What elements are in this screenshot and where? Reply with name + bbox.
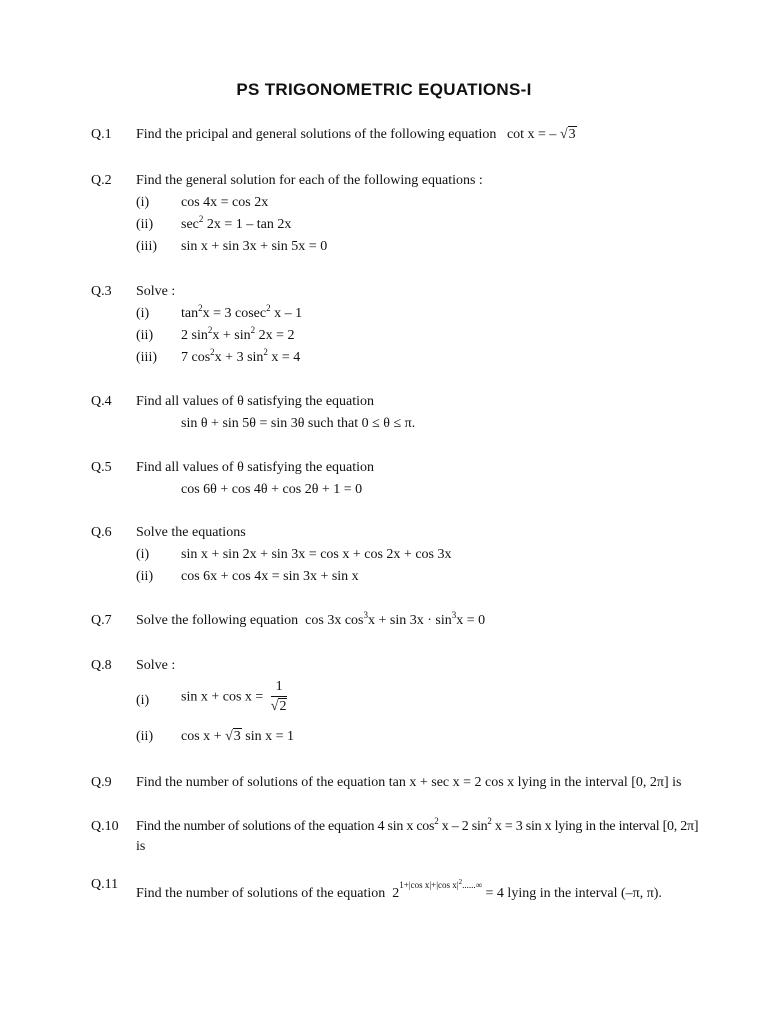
- question-number: Q.6: [91, 525, 112, 540]
- question-text: Solve :: [136, 284, 176, 299]
- question-number: Q.11: [91, 877, 119, 892]
- question-text: Solve the equations: [136, 525, 246, 540]
- question-number: Q.8: [91, 658, 112, 673]
- page-title: PS TRIGONOMETRIC EQUATIONS-I: [236, 80, 532, 99]
- question-number: Q.2: [91, 173, 112, 188]
- question-number: Q.9: [91, 775, 112, 790]
- question-number: Q.10: [91, 819, 119, 834]
- equation: cos 6θ + cos 4θ + cos 2θ + 1 = 0: [181, 482, 363, 497]
- fraction: $\frac{1}{√2}$: [270, 679, 287, 714]
- question-text: Solve :: [136, 658, 176, 673]
- equation: cos 3x $\cos^3x + \sin 3x \cdot \sin^3x = 0$: [305, 610, 486, 628]
- question-text: Find all values of θ satisfying the equation: [136, 394, 375, 409]
- question-number: Q.5: [91, 460, 112, 475]
- question-text: Find all values of θ satisfying the equation: [136, 460, 375, 475]
- question-text: Find the pricipal and general solutions of the following equation: [136, 127, 497, 142]
- question-text: Find the number of solutions of the equation: [136, 886, 386, 901]
- equation: sin θ + sin 5θ = sin 3θ such that 0 ≤ θ ≤ π.: [181, 416, 416, 431]
- question-text: Find the number of solutions of the equation tan x + sec x = 2 cos x lying in the interval [0, 2π] is: [136, 775, 682, 790]
- question-number: Q.4: [91, 394, 112, 409]
- sqrt-expression: √3: [559, 127, 576, 142]
- question-number: Q.1: [91, 127, 112, 142]
- question-number: Q.3: [91, 284, 112, 299]
- question-text: Solve the following equation: [136, 613, 299, 628]
- equation: cot x = –: [506, 127, 557, 142]
- question-number: Q.7: [91, 613, 112, 628]
- equation: $2^{1+|cos x|+|cos x|^2......\infty} = 4$ lying in the interval (–π, π).: [392, 878, 662, 901]
- question-text: Find the general solution for each of the following equations :: [136, 173, 483, 188]
